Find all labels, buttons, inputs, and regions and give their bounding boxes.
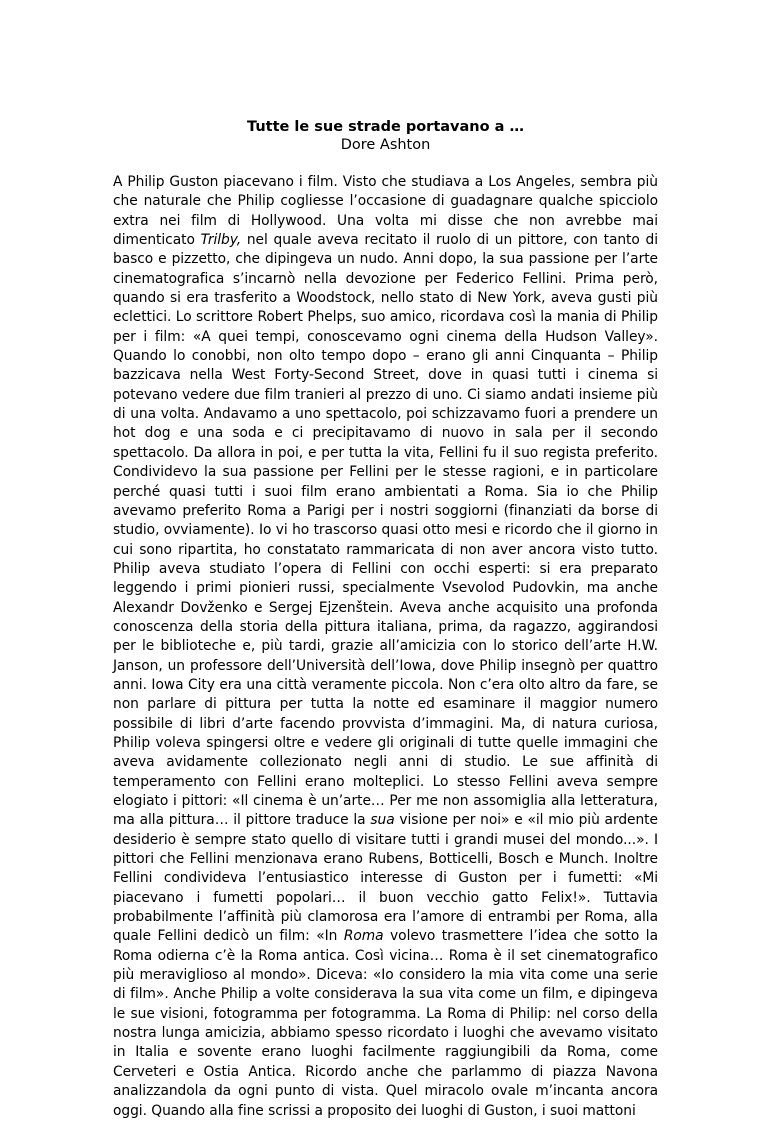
document-body: [113, 118, 658, 1121]
emphasis-sua: sua: [370, 812, 395, 829]
document-title: Tutte le sue strade portavano a …: [247, 119, 524, 135]
film-title-roma: Roma: [343, 928, 384, 945]
paragraph-text: visione per noi» e «il mio più ardente desiderio è sempre stato quello di visitare tutti i grandi musei del mondo...». I pittori che Fellini menzionava erano Rubens, Botticelli, Bosch e Munch. Inoltre Fellini condivideva l’entusiastico interesse di Guston per i fumetti: «Mi piacevano i fumetti popolari… il buon vecchio gatto Felix!». Tuttavia probabilmente l’affinità più clamorosa era l’amore di entrambi per Roma, alla quale Fellini dedicò un film: «In: [113, 812, 658, 945]
paragraph-text: A Philip Guston piacevano i film. Visto che studiava a Los Angeles, sembra più che naturale che Philip cogliesse l’occasione di guadagnare qualche spicciolo extra nei film di Hollywood. Una volta mi disse che non avrebbe mai dimenticato: [113, 174, 658, 249]
paragraph-text: nel quale aveva recitato il ruolo di un pittore, con tanto di basco e pizzetto, che dipingeva un nudo. Anni dopo, la sua passione per l’arte cinematografica s’incarnò nella devozione per Federico Fellini. Prima però, quando si era trasferito a Woodstock, nello stato di New York, aveva gusti più eclettici. Lo scrittore Robert Phelps, suo amico, ricordava così la mania di Philip per i film: «A quei tempi, conoscevamo ogni cinema della Hudson Valley». Quando lo conobbi, non olto tempo dopo – erano gli anni Cinquanta – Philip bazzicava nella West Forty-Second Street, dove in quasi tutti i cinema si potevano vedere due film tranieri al prezzo di uno. Ci siamo andati insieme più di una volta. Andavamo a uno spettacolo, poi schizzavamo fuori a prendere un hot dog e una soda e ci precipitavamo di nuovo in sala per il secondo spettacolo. Da allora in poi, e per tutta la vita, Fellini fu il suo regista preferito. Condividevo la sua passione per Fellini per le stesse ragioni, e in particolare perché quasi tutti i suoi film erano ambientati a Roma. Sia io che Philip avevamo preferito Roma a Parigi per i nostri soggiorni (finanziati da borse di studio, ovviamente). Io vi ho trascorso quasi otto mesi e ricordo che il giorno in cui sono ripartita, ho constatato rammaricata di non aver ancora visto tutto. Philip aveva studiato l’opera di Fellini con occhi esperti: si era preparato leggendo i primi pionieri russi, specialmente Vsevolod Pudovkin, ma anche Alexandr Dovženko e Sergej Ejzenštein. Aveva anche acquisito una profonda conoscenza della storia della pittura italiana, prima, da ragazzo, aggirandosi per le biblioteche e, più tardi, grazie all’amicizia con lo storico dell’arte H.W. Janson, un professore dell’Università dell’Iowa, dove Philip insegnò per quattro anni. Iowa City era una città veramente piccola. Non c’era olto altro da fare, se non parlare di pittura per tutta la notte ed esaminare il maggior numero possibile di libri d’arte facendo provvista d’immagini. Ma, di natura curiosa, Philip voleva spingersi oltre e vedere gli originali di tutte quelle immagini che aveva avidamente collezionato negli anni di studio. Le sue affinità di temperamento con Fellini erano molteplici. Lo stesso Fellini aveva sempre elogiato i pittori: «Il cinema è un’arte… Per me non assomiglia alla letteratura, ma alla pittura… il pittore traduce la: [113, 232, 658, 829]
film-title-trilby: Trilby,: [200, 232, 242, 249]
document-author: Dore Ashton: [340, 137, 431, 153]
paragraph-text: volevo trasmettere l’idea che sotto la Roma odierna c’è la Roma antica. Così vicina… Roma è il set cinematografico più meraviglioso al mondo». Diceva: «Io considero la mia vita come una serie di film». Anche Philip a volte considerava la sua vita come un film, e dipingeva le sue visioni, fotogramma per fotogramma. La Roma di Philip: nel corso della nostra lunga amicizia, abbiamo spesso ricordato i luoghi che avevamo visitato in Italia e sovente erano luoghi facilmente raggiungibili da Roma, come Cerveteri e Ostia Antica. Ricordo anche che parlammo di piazza Navona analizzandola da ogni punto di vista. Quel miracolo ovale m’incanta ancora oggi. Quando alla fine scrissi a proposito dei luoghi di Guston, i suoi mattoni: [113, 928, 658, 1119]
article-paragraph: [113, 173, 658, 1121]
title-block: [113, 118, 658, 154]
